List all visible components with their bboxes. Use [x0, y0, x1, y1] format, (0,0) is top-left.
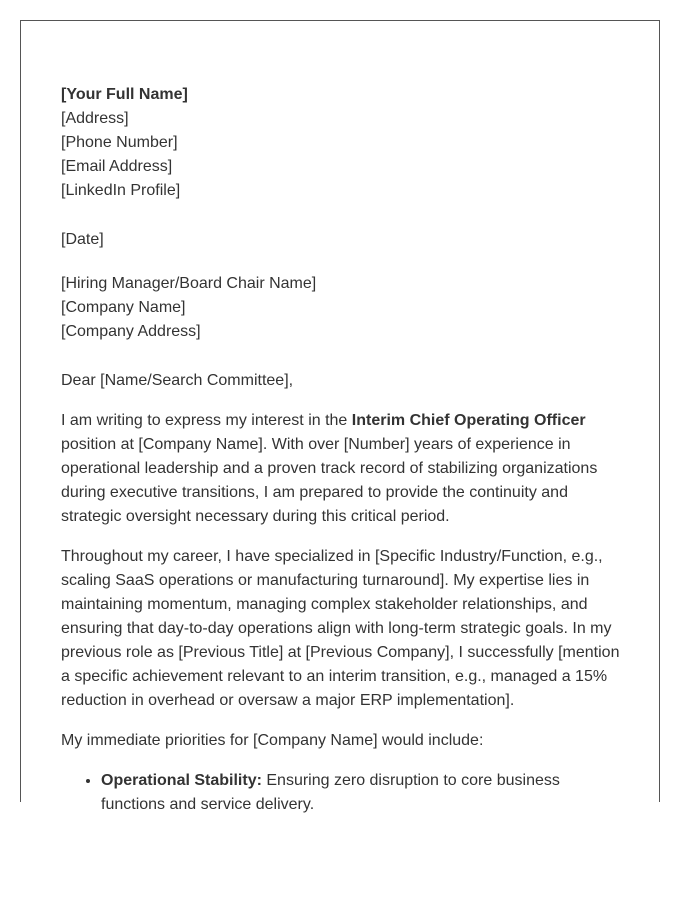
paragraph-intro-before: I am writing to express my interest in the	[61, 412, 352, 429]
sender-email: [Email Address]	[61, 158, 173, 175]
paragraph-intro	[61, 409, 627, 529]
recipient-name: [Hiring Manager/Board Chair Name]	[61, 275, 317, 292]
sender-name: [Your Full Name]	[61, 86, 188, 103]
salutation: Dear [Name/Search Committee],	[61, 372, 294, 389]
priority-title: Operational Stability:	[101, 772, 262, 789]
paragraph-intro-after: position at [Company Name]. With over [Number] years of experience in operational leadership and a proven track record of stabilizing organizations during executive transitions, I am prepared to provide the continuity and strategic oversight necessary during this critical period.	[61, 436, 598, 525]
letter-date: [Date]	[61, 231, 104, 248]
sender-linkedin: [LinkedIn Profile]	[61, 182, 181, 199]
date-block	[61, 228, 627, 252]
position-title: Interim Chief Operating Officer	[351, 412, 586, 429]
sender-phone: [Phone Number]	[61, 134, 178, 151]
recipient-address: [Company Address]	[61, 323, 201, 340]
priorities-intro: My immediate priorities for [Company Name] would include:	[61, 732, 484, 749]
sender-block	[61, 83, 627, 203]
recipient-company: [Company Name]	[61, 299, 186, 316]
priorities-list	[61, 769, 627, 817]
sender-address: [Address]	[61, 110, 129, 127]
priority-item	[101, 769, 627, 817]
letter-page	[20, 20, 660, 813]
letter-content	[61, 83, 627, 817]
recipient-block	[61, 272, 627, 344]
priority-text: Ensuring zero disruption to core business functions and service delivery.	[101, 772, 560, 813]
paragraph-experience: Throughout my career, I have specialized in [Specific Industry/Function, e.g., scaling SaaS operations or manufacturing turnaround]. My expertise lies in maintaining momentum, managing complex stakeholder relationships, and ensuring that day-to-day operations align with long-term strategic goals. In my previous role as [Previous Title] at [Previous Company], I successfully [mention a specific achievement relevant to an interim transition, e.g., managed a 15% reduction in overhead or oversaw a major ERP implementation].	[61, 548, 620, 709]
